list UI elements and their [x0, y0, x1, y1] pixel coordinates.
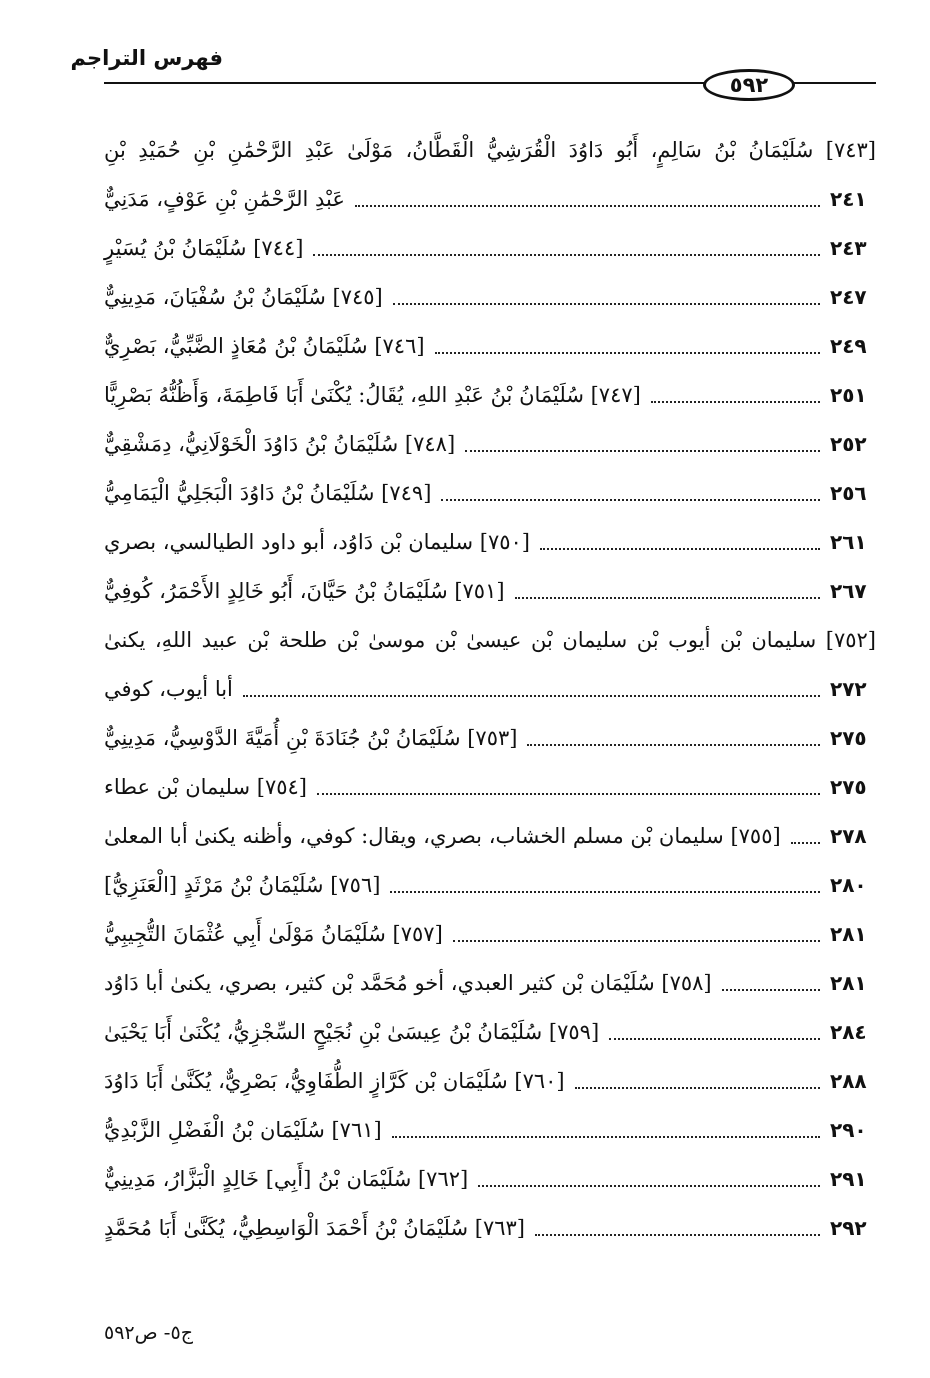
index-entry-line — [104, 272, 876, 321]
index-entry-line — [104, 370, 876, 419]
index-entry-line — [104, 419, 876, 468]
dot-leader — [478, 1171, 820, 1187]
dot-leader — [722, 975, 820, 991]
entry-text: [٧٥٤] سليمان بْن عطاء — [104, 774, 307, 799]
index-entry-line — [104, 860, 876, 909]
entry-page-number: ٢٥٦ — [830, 480, 867, 505]
index-entry-line — [104, 1105, 876, 1154]
entry-text: [٧٥٣] سُلَيْمَانُ بْنُ جُنَادَةَ بْنِ أُمَيَّةَ الدَّوْسِيُّ، مَدِينِيٌّ — [104, 725, 518, 750]
entry-text: عَبْدِ الرَّحْمَٰنِ بْنِ عَوْفٍ، مَدَنِيٌّ — [104, 186, 345, 211]
dot-leader — [243, 681, 820, 697]
entry-text: [٧٥١] سُلَيْمَانُ بْنُ حَيَّانَ، أَبُو خَالِدٍ الأَحْمَرُ، كُوفِيٌّ — [104, 578, 505, 603]
dot-leader — [465, 436, 820, 452]
index-entry-line — [104, 909, 876, 958]
entry-text: [٧٤٧] سُلَيْمَانُ بْنُ عَبْدِ اللهِ، يُقَالُ: يُكْنَىٰ أَبَا فَاطِمَةَ، وَأَظُنُّهُ بَصْرِيًّا — [104, 382, 641, 407]
page-number: ٥٩٢ — [703, 69, 795, 101]
index-entry-line — [104, 468, 876, 517]
index-entry-line — [104, 1203, 876, 1252]
entry-page-number: ٢٥٢ — [830, 431, 867, 456]
entry-page-number: ٢٦١ — [830, 529, 867, 554]
entry-text: [٧٥٧] سُلَيْمَانُ مَوْلَىٰ أَبِي عُثْمَانَ التُّجِيبِيُّ — [104, 921, 443, 946]
entry-page-number: ٢٩٢ — [830, 1215, 867, 1240]
dot-leader — [453, 926, 820, 942]
dot-leader — [527, 730, 820, 746]
entry-page-number: ٢٦٧ — [830, 578, 867, 603]
entry-page-number: ٢٧٢ — [830, 676, 867, 701]
index-entry-line — [104, 958, 876, 1007]
running-title: فهرس التراجم — [70, 46, 223, 70]
dot-leader — [435, 338, 820, 354]
entry-text: [٧٥٥] سليمان بْن مسلم الخشاب، بصري، ويقال: كوفي، وأظنه يكنىٰ أبا المعلىٰ — [104, 823, 781, 848]
entry-text: [٧٥٦] سُلَيْمَانُ بْنُ مَرْثَدٍ [الْعَنَزِيُّ] — [104, 872, 381, 897]
index-entry-line — [104, 223, 876, 272]
dot-leader — [392, 1122, 820, 1138]
dot-leader — [355, 191, 820, 207]
entry-text: [٧٥٢] سليمان بْن أيوب بْن سليمان بْن عيسىٰ بْن موسىٰ بْن طلحة بْن عبيد اللهِ، يكنىٰ — [104, 627, 876, 652]
index-entry-line — [104, 615, 876, 664]
entry-text: [٧٤٣] سُلَيْمَانُ بْنُ سَالِمٍ، أَبُو دَاوُدَ الْقُرَشِيُّ الْقَطَّانُ، مَوْلَىٰ عَبْدِ الرَّحْمَٰنِ بْنِ حُمَيْدِ بْنِ — [104, 137, 876, 162]
entry-text: [٧٦٣] سُلَيْمَانُ بْنُ أَحْمَدَ الْوَاسِطِيُّ، يُكَنَّىٰ أَبَا مُحَمَّدٍ — [104, 1215, 525, 1240]
entry-page-number: ٢٤٣ — [830, 235, 867, 260]
dot-leader — [540, 534, 820, 550]
dot-leader — [535, 1220, 820, 1236]
entry-page-number: ٢٨٨ — [830, 1068, 867, 1093]
index-entry-line — [104, 174, 876, 223]
index-entry-line — [104, 664, 876, 713]
entry-text: [٧٤٥] سُلَيْمَانُ بْنُ سُفْيَانَ، مَدِينِيٌّ — [104, 284, 383, 309]
index-entry-line — [104, 125, 876, 174]
entry-text: [٧٤٨] سُلَيْمَانُ بْنُ دَاوُدَ الْخَوْلَانِيُّ، دِمَشْقِيٌّ — [104, 431, 456, 456]
index-entry-line — [104, 713, 876, 762]
dot-leader — [651, 387, 820, 403]
entry-text: [٧٤٦] سُلَيْمَانُ بْنُ مُعَاذٍ الضَّبِّيُّ، بَصْرِيٌّ — [104, 333, 425, 358]
dot-leader — [441, 485, 820, 501]
index-entry-line — [104, 566, 876, 615]
entry-page-number: ٢٤٩ — [830, 333, 867, 358]
entry-text: [٧٤٩] سُلَيْمَانُ بْنُ دَاوُدَ الْبَجَلِيُّ الْيَمَامِيُّ — [104, 480, 432, 505]
entry-text: [٧٥٩] سُلَيْمَانُ بْنُ عِيسَىٰ بْنِ نُجَيْحٍ السِّجْزِيُّ، يُكْنَىٰ أَبَا يَحْيَىٰ — [104, 1019, 600, 1044]
dot-leader — [515, 583, 820, 599]
index-entry-line — [104, 1056, 876, 1105]
entry-text: [٧٦٠] سُلَيْمَان بْن كَرَّازٍ الطُّفَاوِيُّ، بَصْرِيٌّ، يُكَنَّىٰ أَبَا دَاوُدَ — [104, 1068, 565, 1093]
entry-text: [٧٥٨] سُلَيْمَان بْن كثير العبدي، أخو مُحَمَّد بْن كثير، بصري، يكنىٰ أبا دَاوُد — [104, 970, 712, 995]
dot-leader — [313, 240, 820, 256]
entry-text: أبا أيوب، كوفي — [104, 676, 233, 701]
volume-page-reference: ج٥- ص٥٩٢ — [104, 1322, 193, 1344]
entry-page-number: ٢٧٥ — [830, 774, 867, 799]
dot-leader — [575, 1073, 820, 1089]
index-entry-line — [104, 321, 876, 370]
entry-page-number: ٢٧٨ — [830, 823, 867, 848]
biography-index-list — [104, 125, 876, 1252]
dot-leader — [609, 1024, 820, 1040]
entry-text: [٧٦١] سُلَيْمَان بْنُ الْفَضْلِ الزَّبْدِيُّ — [104, 1117, 382, 1142]
entry-page-number: ٢٤٧ — [830, 284, 867, 309]
dot-leader — [317, 779, 820, 795]
entry-page-number: ٢٩١ — [830, 1166, 867, 1191]
entry-text: [٧٥٠] سليمان بْن دَاوُد، أبو داود الطيالسي، بصري — [104, 529, 530, 554]
dot-leader — [791, 828, 820, 844]
entry-text: [٧٤٤] سُلَيْمَانُ بْنُ يُسَيْرٍ — [104, 235, 304, 260]
entry-page-number: ٢٨١ — [830, 921, 867, 946]
entry-page-number: ٢٤١ — [830, 186, 867, 211]
entry-page-number: ٢٥١ — [830, 382, 867, 407]
entry-page-number: ٢٨٤ — [830, 1019, 867, 1044]
index-entry-line — [104, 1007, 876, 1056]
index-entry-line — [104, 517, 876, 566]
index-entry-line — [104, 811, 876, 860]
entry-page-number: ٢٩٠ — [830, 1117, 867, 1142]
entry-text: [٧٦٢] سُلَيْمَان بْنُ [أَبِي] خَالِدٍ الْبَزَّارُ، مَدِينِيٌّ — [104, 1166, 469, 1191]
index-entry-line — [104, 1154, 876, 1203]
entry-page-number: ٢٨٠ — [830, 872, 867, 897]
index-entry-line — [104, 762, 876, 811]
dot-leader — [390, 877, 820, 893]
dot-leader — [393, 289, 820, 305]
entry-page-number: ٢٧٥ — [830, 725, 867, 750]
entry-page-number: ٢٨١ — [830, 970, 867, 995]
